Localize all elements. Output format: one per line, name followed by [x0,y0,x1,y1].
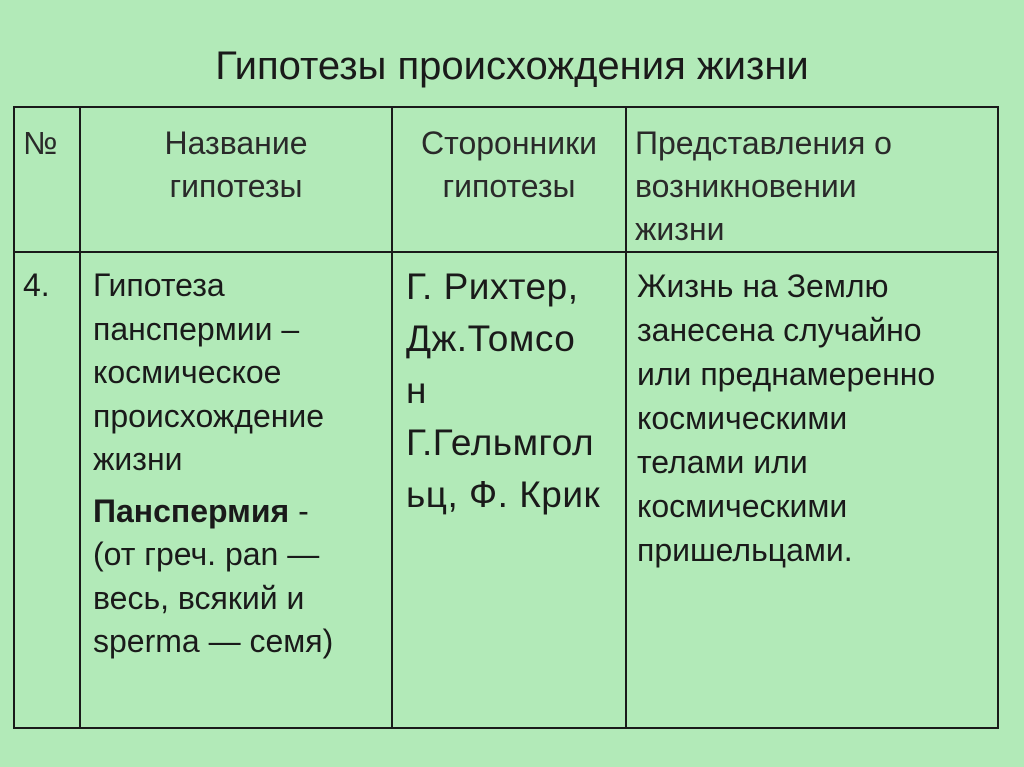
hypothesis-name [81,253,391,664]
header-name-line: Название [164,125,308,161]
row-number: 4. [23,267,50,303]
supporters-line: ьц, Ф. Крик [406,474,601,515]
cell-number [14,252,80,728]
header-cell-name [80,107,392,252]
slide-title: Гипотезы происхождения жизни [215,44,809,88]
idea-line: космическими [637,400,848,436]
header-cell-supporters [392,107,626,252]
idea-line: занесена случайно [637,312,922,348]
header-ideas [627,108,997,251]
definition-line: весь, всякий и [93,579,305,616]
supporters-list [393,253,625,521]
table-header-row [14,107,998,252]
definition-first-line [93,490,385,534]
table-row [14,252,998,728]
hypothesis-title-line: Гипотеза [93,267,225,303]
header-name-line: гипотезы [169,168,303,204]
header-cell-number [14,107,80,252]
definition-term: Панспермия [93,492,290,529]
cell-name [80,252,392,728]
hypotheses-table [13,106,999,729]
cell-supporters [392,252,626,728]
definition-paragraph [93,490,385,664]
hypothesis-title-line: жизни [93,441,183,477]
header-ideas-line: возникновении [635,168,857,204]
idea-line: космическими [637,488,848,524]
definition-dash: - [289,492,309,529]
idea-line: пришельцами. [637,532,853,568]
definition-line: (от греч. pan — [93,536,320,572]
supporters-line: н [406,370,427,411]
origin-ideas [627,253,997,572]
header-ideas-line: жизни [635,211,725,247]
header-number: № [23,125,58,161]
hypothesis-title-paragraph [93,264,385,482]
idea-line: или преднамеренно [637,356,936,392]
header-ideas-line: Представления о [635,125,892,161]
header-supporters-line: гипотезы [442,168,576,204]
header-cell-ideas [626,107,998,252]
definition-line: sperma — семя) [93,623,334,659]
hypothesis-title-line: происхождение [93,397,325,434]
header-supporters [393,108,625,208]
hypothesis-title-line: космическое [93,354,282,390]
supporters-line: Г.Гельмгол [406,422,595,463]
header-name [81,108,391,208]
cell-ideas [626,252,998,728]
header-supporters-line: Сторонники [421,125,597,161]
idea-line: телами или [637,444,808,480]
supporters-line: Дж.Томсо [406,318,576,359]
supporters-line: Г. Рихтер, [406,266,579,307]
idea-line: Жизнь на Землю [637,268,889,304]
hypothesis-title-line: панспермии – [93,310,300,347]
